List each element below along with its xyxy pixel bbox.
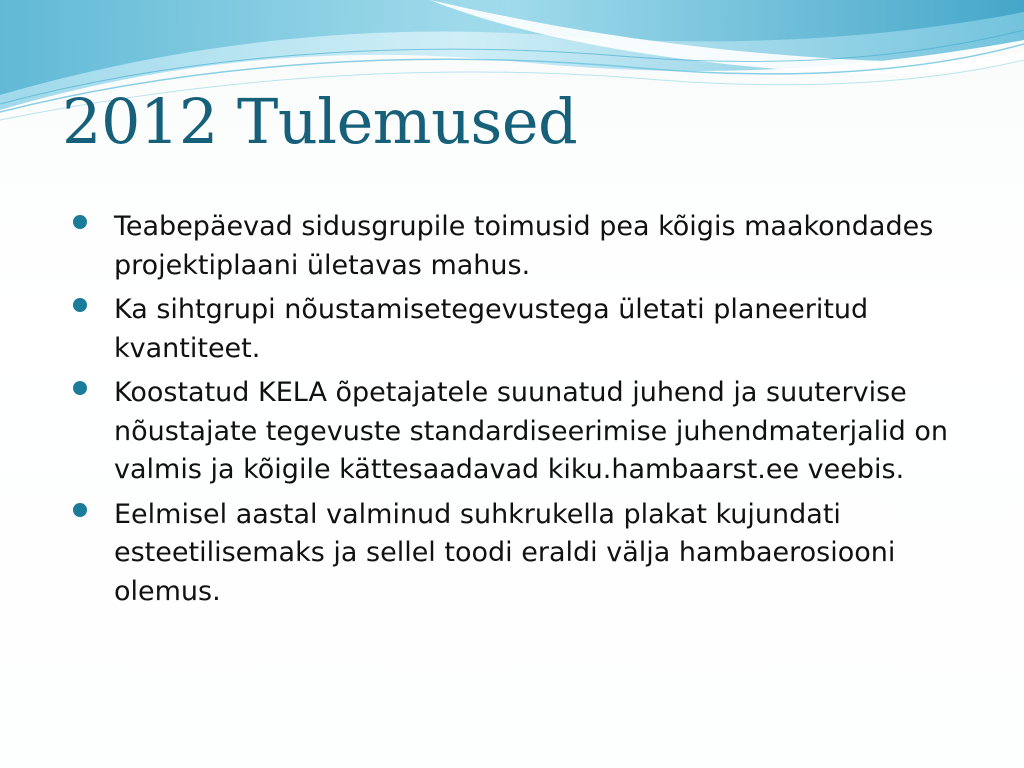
bullet-text: Teabepäevad sidusgrupile toimusid pea kõigis maakondades projektiplaani ületavas mahus. [114, 211, 934, 281]
bullet-item [0, 208, 1000, 285]
bullet-text: Ka sihtgrupi nõustamisetegevustega ületati planeeritud kvantiteet. [114, 294, 869, 364]
slide-title: 2012 Tulemused [62, 85, 578, 158]
round-bullet-icon [73, 381, 87, 395]
bullet-item [0, 291, 1000, 368]
bullet-list [0, 208, 1000, 617]
bullet-item [0, 374, 1000, 490]
round-bullet-icon [73, 503, 87, 517]
round-bullet-icon [73, 215, 87, 229]
bullet-item [0, 496, 1000, 612]
bullet-text: Koostatud KELA õpetajatele suunatud juhend ja suutervise nõustajate tegevuste standardiseerimise juhendmaterjalid on valmis ja kõigile kättesaadavad kiku.hambaarst.ee veebis. [114, 377, 949, 485]
round-bullet-icon [73, 298, 87, 312]
bullet-text: Eelmisel aastal valminud suhkrukella plakat kujundati esteetilisemaks ja sellel toodi eraldi välja hambaerosiooni olemus. [114, 498, 896, 607]
